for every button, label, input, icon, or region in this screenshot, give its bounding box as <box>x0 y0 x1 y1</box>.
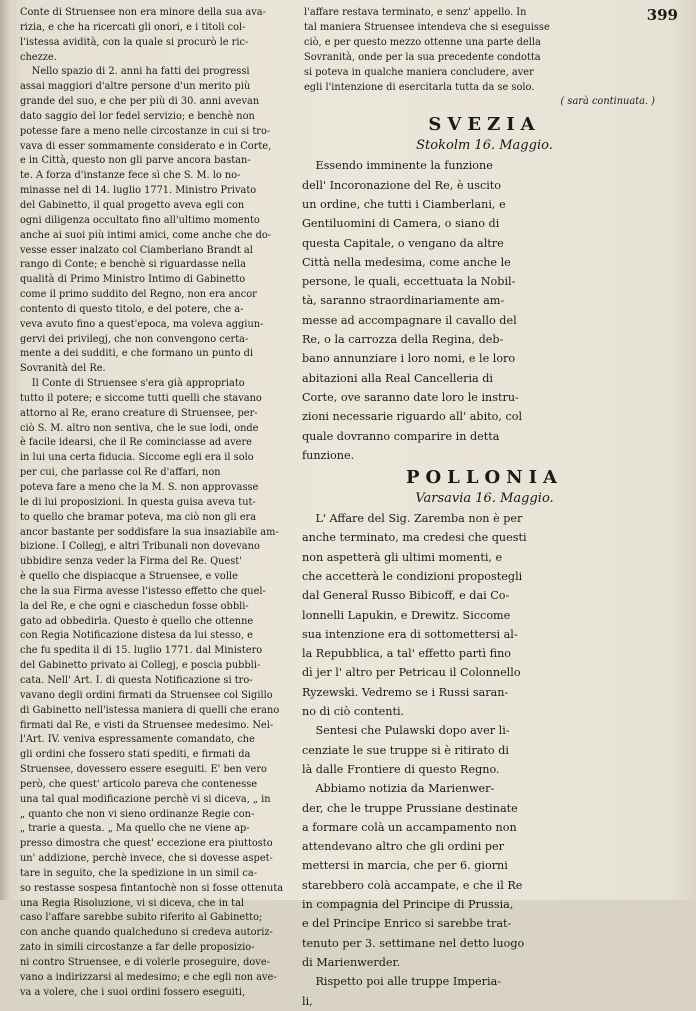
text-line: si poteva in qualche maniera concludere, aver <box>304 66 534 78</box>
text-line: e del Principe Enrico si sarebbe trat- <box>302 917 512 931</box>
text-line: Città nella medesima, come anche le <box>302 255 511 269</box>
text-line: come il primo suddito del Regno, non era ancor <box>20 289 257 301</box>
text-line: Sovranità, onde per la sua precedente condotta <box>304 51 541 63</box>
text-line: ogni diligenza occultato fino all'ultimo momento <box>20 214 260 226</box>
text-line: una tal qual modificazione perchè vi si diceva, „ in <box>20 793 271 805</box>
text-line: gato ad obbedirla. Questo è quello che ottenne <box>20 615 254 627</box>
text-line: zato in simili circostanze a far delle proposizio- <box>20 942 255 954</box>
text-line: cata. Nell' Art. I. di questa Notificazione si tro- <box>20 674 253 686</box>
text-line: ancor bastante per soddisfare la sua insaziabile am- <box>20 526 279 538</box>
text-line: non aspetterà gli ultimi momenti, e <box>302 550 503 564</box>
text-line: ciò S. M. altro non sentiva, che le sue lodi, onde <box>20 422 259 434</box>
text-line: L' Affare del Sig. Zaremba non è per <box>315 512 523 526</box>
text-line: no di ciò contenti. <box>302 705 405 719</box>
text-line: vano a indirizzarsi al medesimo; e che egli non ave- <box>20 971 277 983</box>
text-line: un ordine, che tutti i Ciamberlani, e <box>302 197 506 211</box>
text-line: dal General Russo Bibicoff, e dai Co- <box>302 589 510 603</box>
text-line: cenziate le sue truppe si è ritirato di <box>302 743 509 757</box>
left-column-text <box>20 6 284 1001</box>
text-line: è facile idearsi, che il Re cominciasse ad avere <box>20 437 252 449</box>
text-line: Sentesi che Pulawski dopo aver li- <box>315 724 510 738</box>
text-line: e in Città, questo non gli parve ancora bastan- <box>20 155 251 167</box>
text-line: in lui una certa fiducia. Siccome egli era il solo <box>20 452 254 464</box>
text-line: mettersi in marcia, che per 6. giorni <box>302 859 508 873</box>
text-line: Essendo imminente la funzione <box>315 159 493 173</box>
text-line: „ trarie a questa. „ Ma quello che ne viene ap- <box>20 823 250 835</box>
text-line: rango di Conte; e benchè si riguardasse nella <box>20 259 246 271</box>
text-line: vava di esser sommamente considerato e in Corte, <box>20 140 272 152</box>
text-line: der, che le truppe Prussiane destinate <box>302 801 518 815</box>
text-line: li, <box>302 994 313 1008</box>
text-line: rizia, e che ha ricercati gli onori, e i titoli col- <box>20 21 246 33</box>
text-line: dì jer l' altro per Petricau il Colonnello <box>302 666 521 680</box>
text-line: persone, le quali, eccettuata la Nobil- <box>302 275 516 289</box>
text-line: bizione. I Collegj, e altri Tribunali non dovevano <box>20 541 260 553</box>
text-line: bano annunziare i loro nomi, e le loro <box>302 352 516 366</box>
text-line: Ryzewski. Vedremo se i Russi saran- <box>302 685 509 699</box>
text-line: che fu spedita il di 15. luglio 1771. dal Ministero <box>20 645 263 657</box>
text-line: tal maniera Struensee intendeva che si eseguisse <box>304 21 550 33</box>
continuation-note: ( sarà continuata. ) <box>560 96 655 108</box>
text-line: potesse fare a meno nelle circostanze in cui si tro- <box>20 125 271 137</box>
text-line: un' addizione, perchè invece, che si dovesse aspet- <box>20 853 273 865</box>
left-column <box>20 6 284 1001</box>
text-line: assai maggiori d'altre persone d'un merito più <box>20 81 251 93</box>
text-line: tare in seguito, che la spedizione in un simil ca- <box>20 867 258 879</box>
text-line: di Gabinetto nell'istessa maniera di quelli che erano <box>20 704 280 716</box>
text-line: anche ai suoi più intimi amici, come anche che do- <box>20 229 272 241</box>
text-line: con anche quando qualcheduno si credeva autoriz- <box>20 927 273 939</box>
section-heading-svezia: SVEZIA <box>428 114 541 136</box>
text-line: dell' Incoronazione del Re, è uscito <box>302 178 502 192</box>
text-line: veva avuto fino a quest'epoca, ma voleva aggiun- <box>20 318 264 330</box>
text-line: funzione. <box>302 448 355 462</box>
text-line: in compagnia del Principe di Prussia, <box>302 898 514 912</box>
text-line: va a volere, che i suoi ordini fossero eseguiti, <box>20 986 246 998</box>
text-line: a formare colà un accampamento non <box>302 820 517 834</box>
text-line: le di lui proposizioni. In questa guisa aveva tut- <box>20 496 256 508</box>
text-line: Il Conte di Struensee s'era già appropriato <box>31 378 245 390</box>
text-line: però, che quest' articolo pareva che contenesse <box>20 778 258 790</box>
text-line: tà, saranno straordinariamente am- <box>302 294 505 308</box>
text-line: per cui, che parlasse col Re d'affari, non <box>20 467 221 479</box>
text-line: del Gabinetto privato ai Collegj, e poscia pubbli- <box>20 660 261 672</box>
text-line: vavano degli ordini firmati da Struensee col Sigillo <box>20 689 273 701</box>
text-line: starebbero colà accampate, e che il Re <box>302 878 523 892</box>
text-line: gervi dei privilegj, che non convengono certa- <box>20 333 249 345</box>
text-line: Rispetto poi alle truppe Imperia- <box>315 975 502 989</box>
page-number: 399 <box>646 6 678 24</box>
text-line: Struensee, dovessero essere eseguiti. E' ben vero <box>20 764 267 776</box>
text-line: zioni necessarie riguardo all' abito, col <box>302 410 523 424</box>
text-line: ni contro Struensee, e di volerle proseguire, dove- <box>20 957 270 968</box>
text-line: di Marienwerder. <box>302 955 401 969</box>
text-line: Conte di Struensee non era minore della sua ava- <box>20 7 266 18</box>
text-line: ciò, e per questo mezzo ottenne una parte della <box>304 36 541 48</box>
text-line: Abbiamo notizia da Marienwer- <box>315 782 495 796</box>
text-line: dato saggio del lor fedel servizio; e benchè non <box>20 110 255 122</box>
text-line: caso l'affare sarebbe subito riferito al Gabinetto; <box>20 912 263 924</box>
text-line: qualità di Primo Ministro Intimo di Gabinetto <box>20 274 246 286</box>
text-line: te. A forza d'instanze fece sì che S. M. lo no- <box>20 170 241 182</box>
text-line: messe ad accompagnare il cavallo del <box>302 313 517 327</box>
pollonia-article <box>302 509 667 1011</box>
text-line: contento di questo titolo, e del potere, che a- <box>20 303 244 315</box>
text-line: to quello che bramar poteva, ma ciò non gli era <box>20 511 257 523</box>
right-column <box>302 6 667 1011</box>
text-line: so restasse sospesa fintantochè non si fosse ottenuta <box>20 882 284 894</box>
text-line: la del Re, e che ogni e ciaschedun fosse obbli- <box>20 600 249 612</box>
text-line: l'affare restava terminato, e senz' appello. In <box>304 7 527 18</box>
text-line: attendevano altro che gli ordini per <box>302 840 504 854</box>
text-line: là dalle Frontiere di questo Regno. <box>302 762 500 776</box>
text-line: una Regia Risoluzione, vi si diceva, che in tal <box>20 897 245 909</box>
text-line: abitazioni alla Real Cancelleria di <box>302 371 494 385</box>
text-line: con Regia Notificazione distesa da lui stesso, e <box>20 630 253 642</box>
text-line: attorno al Re, erano creature di Struensee, per- <box>20 407 258 419</box>
section-heading-pollonia: POLLONIA <box>405 467 564 489</box>
text-line: lonnelli Lapukin, e Drewitz. Siccome <box>302 608 511 622</box>
text-line: grande del suo, e che per più di 30. anni avevan <box>20 96 260 108</box>
text-line: minasse nel di 14. luglio 1771. Ministro Privato <box>20 185 257 197</box>
text-line: l'istessa avidità, con la quale si procurò le ric- <box>20 36 249 48</box>
text-line: vesse esser inalzato col Ciamberlano Brandt al <box>20 244 253 256</box>
text-line: ubbidire senza veder la Firma del Re. Quest' <box>20 556 242 568</box>
text-line: Nello spazio di 2. anni ha fatti dei progressi <box>31 66 250 78</box>
page-fold-shadow <box>0 0 10 900</box>
text-line: Gentiluomini di Camera, o siano di <box>302 217 500 231</box>
text-line: la Repubblica, a tal' effetto partì fino <box>302 647 512 661</box>
text-line: gli ordini che fossero stati spediti, e firmati da <box>20 749 251 761</box>
text-line: questa Capitale, o vengano da altre <box>302 236 504 250</box>
dateline-stokolm: Stokolm 16. Maggio. <box>416 138 553 154</box>
svezia-article <box>302 156 667 465</box>
text-line: anche terminato, ma credesi che questi <box>302 531 527 545</box>
text-line: sua intenzione era di sottomettersi al- <box>302 627 518 641</box>
text-line: Corte, ove saranno date loro le instru- <box>302 390 519 404</box>
dateline-varsavia: Varsavia 16. Maggio. <box>415 491 554 507</box>
text-line: presso dimostra che quest' eccezione era piuttosto <box>20 838 273 850</box>
text-line: è quello che dispiacque a Struensee, e volle <box>20 571 238 583</box>
text-line: Re, o la carrozza della Regina, deb- <box>302 333 504 347</box>
text-line: del Gabinetto, il qual progetto aveva egli con <box>20 199 245 211</box>
text-line: che accetterà le condizioni propostegli <box>302 569 523 583</box>
text-line: quale dovranno comparire in detta <box>302 429 500 443</box>
right-column-continuation <box>302 6 667 95</box>
text-line: poteva fare a meno che la M. S. non approvasse <box>20 482 259 493</box>
text-line: egli l'intenzione di esercitarla tutta da se solo. <box>304 81 535 93</box>
text-line: Sovranità del Re. <box>20 363 106 375</box>
text-line: chezze. <box>20 51 57 63</box>
text-line: tenuto per 3. settimane nel detto luogo <box>302 936 525 950</box>
text-line: firmati dal Re, e visti da Struensee medesimo. Nel- <box>20 719 274 731</box>
text-line: „ quanto che non vi sieno ordinanze Regie con- <box>20 808 255 820</box>
text-line: tutto il potere; e siccome tutti quelli che stavano <box>20 392 262 404</box>
text-line: l'Art. IV. veniva espressamente comandato, che <box>20 734 255 746</box>
text-line: mente a dei sudditi, e che formano un punto di <box>20 348 254 360</box>
text-line: che la sua Firma avesse l'istesso effetto che quel- <box>20 585 266 597</box>
